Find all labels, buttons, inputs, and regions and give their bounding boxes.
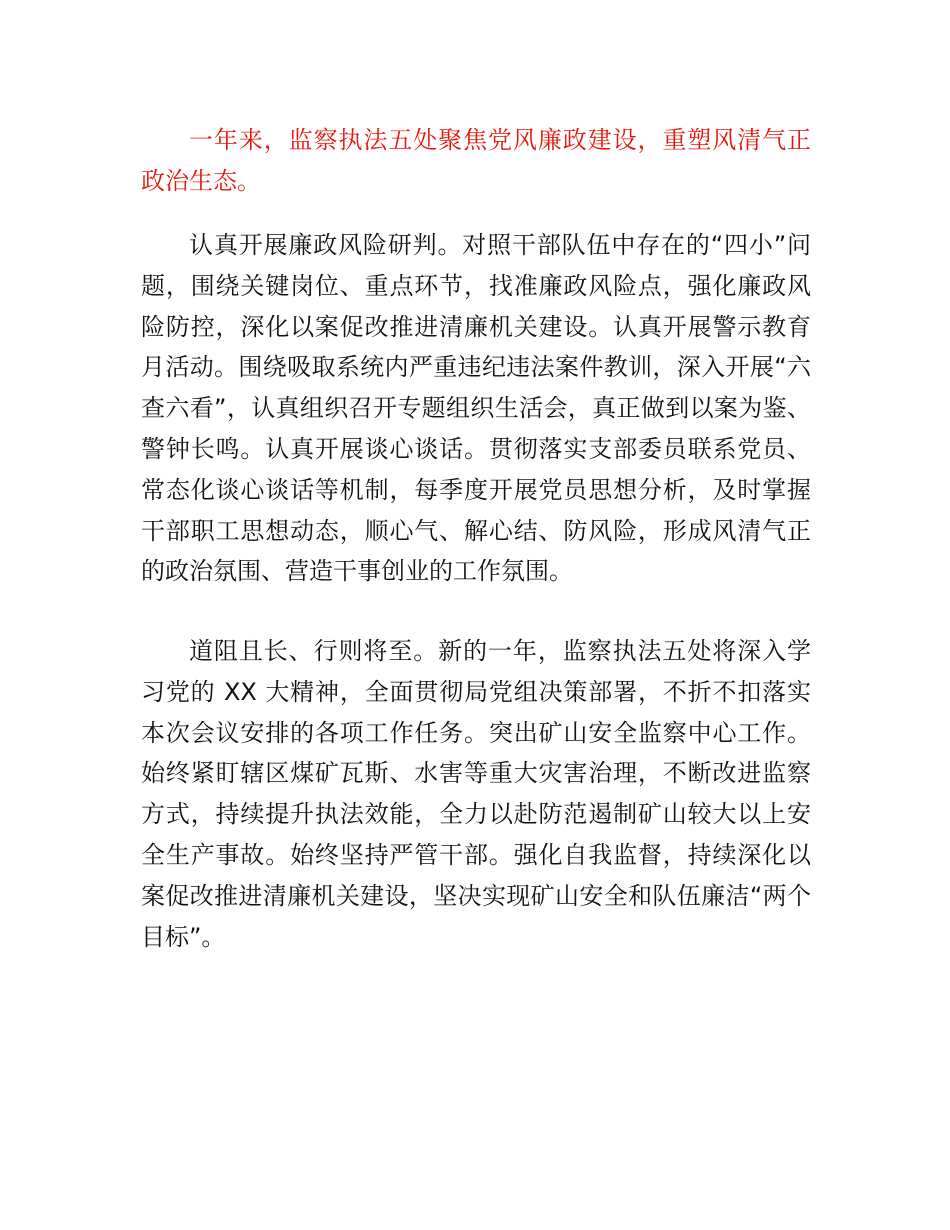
paragraph-text: 道阻且长、行则将至。新的一年，监察执法五处将深入学习党的 XX 大精神，全面贯彻局党组决策部署，不折不扣落实本次会议安排的各项工作任务。突出矿山安全监察中心工作。始终紧盯辖区煤矿瓦斯、水害等重大灾害治理，不断改进监察方式，持续提升执法效能，全力以赴防范遏制矿山较大以上安全生产事故。始终坚持严管干部。强化自我监督，持续深化以案促改推进清廉机关建设，坚决实现矿山安全和队伍廉洁“两个目标”。 <box>141 637 811 951</box>
paragraph-text: 一年来，监察执法五处聚焦党风廉政建设，重塑风清气正政治生态。 <box>141 126 811 195</box>
paragraph-next-year-plan <box>141 631 811 957</box>
paragraph-text: 认真开展廉政风险研判。对照干部队伍中存在的“四小”问题，围绕关键岗位、重点环节，找准廉政风险点，强化廉政风险防控，深化以案促改推进清廉机关建设。认真开展警示教育月活动。围绕吸取系统内严重违纪违法案件教训，深入开展“六查六看”，认真组织召开专题组织生活会，真正做到以案为鉴、警钟长鸣。认真开展谈心谈话。贯彻落实支部委员联系党员、常态化谈心谈话等机制，每季度开展党员思想分析，及时掌握干部职工思想动态，顺心气、解心结、防风险，形成风清气正的政治氛围、营造干事创业的工作氛围。 <box>141 231 811 586</box>
paragraph-intro-highlight <box>141 120 811 202</box>
paragraph-integrity-work <box>141 225 811 592</box>
